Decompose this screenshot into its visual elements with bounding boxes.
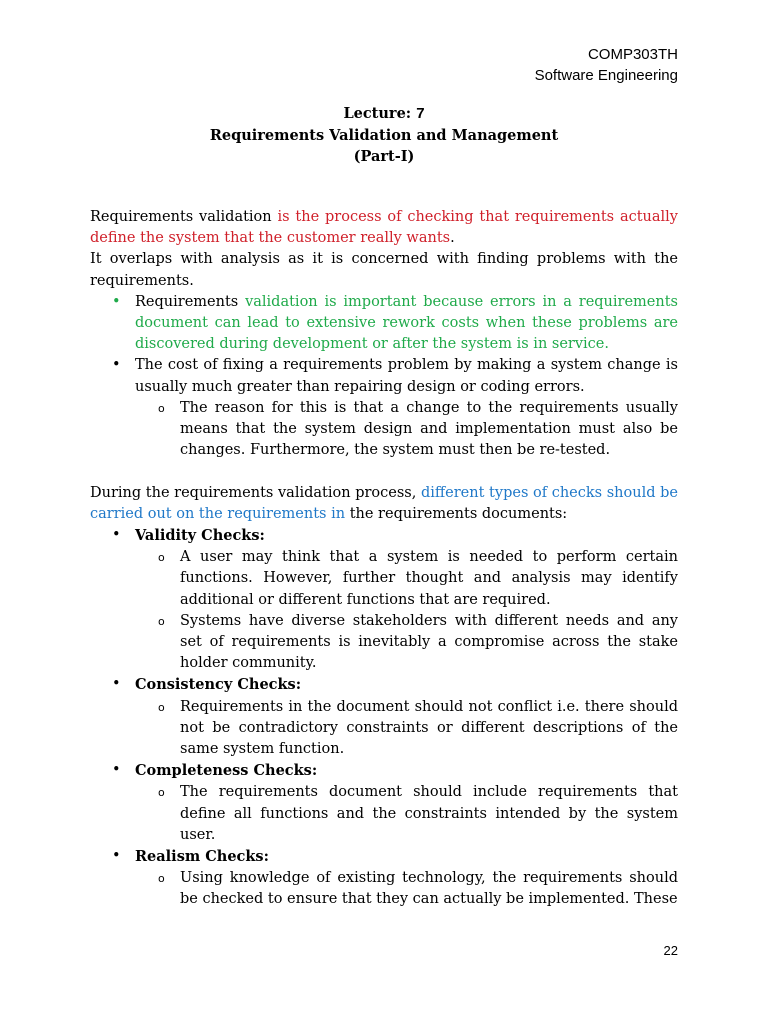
sub-bullet-icon: o: [158, 401, 165, 415]
list-item: [90, 355, 678, 461]
bullet-icon: •: [112, 293, 121, 310]
check-label-realism: Realism Checks:: [135, 848, 269, 866]
sub-bullet-icon: o: [158, 551, 165, 565]
lecture-label: Lecture:: [343, 105, 417, 122]
intro-text: Requirements validation: [90, 209, 278, 225]
course-header: [535, 44, 678, 86]
lecture-title-block: [90, 103, 678, 168]
list-item: [90, 674, 678, 760]
bullet-icon: •: [112, 762, 121, 779]
checks-intro-highlight-blue: different types of checks should be carried out on the requirements in: [90, 484, 678, 522]
sub-bullet-text: The reason for this is that a change to the requirements usually means that the system design and implementation must also be changes. Furthermore, the system must then be re-tested.: [180, 399, 678, 459]
bullet-icon: •: [112, 357, 121, 374]
sub-bullet-text: Using knowledge of existing technology, the requirements should be checked to ensure that they can actually be implemented. These: [180, 870, 678, 908]
sub-bullet-icon: o: [158, 614, 165, 628]
sub-bullet-text: Systems have diverse stakeholders with different needs and any set of requirements is inevitably a compromise across the stake holder community.: [180, 612, 678, 672]
checks-list: [90, 525, 678, 911]
course-code: COMP303TH: [587, 46, 678, 63]
sub-bullet-icon: o: [158, 786, 165, 800]
intro-paragraph-1: [90, 207, 678, 249]
check-label-consistency: Consistency Checks:: [135, 676, 302, 694]
validation-bullet-list: [90, 292, 678, 462]
list-item: [90, 292, 678, 356]
list-item: [90, 846, 678, 911]
sub-bullet-list: [135, 782, 678, 846]
sub-bullet-text: Requirements in the document should not conflict i.e. there should not be contradictory constraints or different descriptions of the same system function.: [180, 698, 678, 758]
bullet-highlight-green: validation is important because errors in a requirements document can lead to extensive rework costs when these problems are discovered during development or after the system is in service.: [135, 293, 678, 353]
intro-paragraph-2: It overlaps with analysis as it is concerned with finding problems with the requirements.: [90, 251, 678, 289]
sub-bullet-list: [135, 398, 678, 462]
intro-highlight-red: is the process of checking that requirements actually define the system that the customer really wants: [90, 209, 678, 247]
sub-bullet-text: A user may think that a system is needed to perform certain functions. However, further thought and analysis may identify additional or different functions that are required.: [180, 549, 678, 608]
checks-intro-text-end: the requirements documents:: [345, 505, 568, 522]
sub-list-item: [135, 611, 678, 675]
check-label-completeness: Completeness Checks:: [135, 762, 318, 780]
sub-bullet-icon: o: [158, 872, 165, 886]
lecture-heading: [90, 103, 678, 125]
document-page: [90, 0, 678, 1024]
sub-list-item: [135, 782, 678, 846]
document-body: [90, 207, 678, 911]
course-name: Software Engineering: [534, 67, 678, 84]
bullet-text: The cost of fixing a requirements problem by making a system change is usually much greater than repairing design or coding errors.: [135, 357, 678, 395]
bullet-icon: •: [112, 527, 121, 544]
sub-list-item: [135, 697, 678, 761]
sub-list-item: [135, 398, 678, 462]
check-label-validity: Validity Checks:: [135, 527, 265, 545]
sub-bullet-list: [135, 697, 678, 761]
bullet-icon: •: [112, 848, 121, 865]
bullet-text: Requirements: [135, 293, 246, 310]
checks-intro-paragraph: [90, 483, 678, 525]
sub-bullet-text: The requirements document should include requirements that define all functions and the constraints intended by the system user.: [180, 784, 678, 843]
intro-period: .: [450, 230, 455, 247]
lecture-title: Requirements Validation and Management: [209, 126, 559, 144]
sub-bullet-list: [135, 547, 678, 674]
paragraph-gap: [90, 461, 678, 482]
sub-bullet-icon: o: [158, 700, 165, 714]
lecture-part: (Part-I): [353, 148, 415, 165]
sub-list-item: [135, 868, 678, 910]
checks-intro-text: During the requirements validation process,: [90, 484, 421, 501]
sub-bullet-list: [135, 868, 678, 910]
lecture-number: 7: [416, 105, 425, 122]
sub-list-item: [135, 547, 678, 611]
list-item: [90, 525, 678, 674]
bullet-icon: •: [112, 676, 121, 693]
list-item: [90, 760, 678, 846]
page-number: 22: [663, 943, 678, 958]
